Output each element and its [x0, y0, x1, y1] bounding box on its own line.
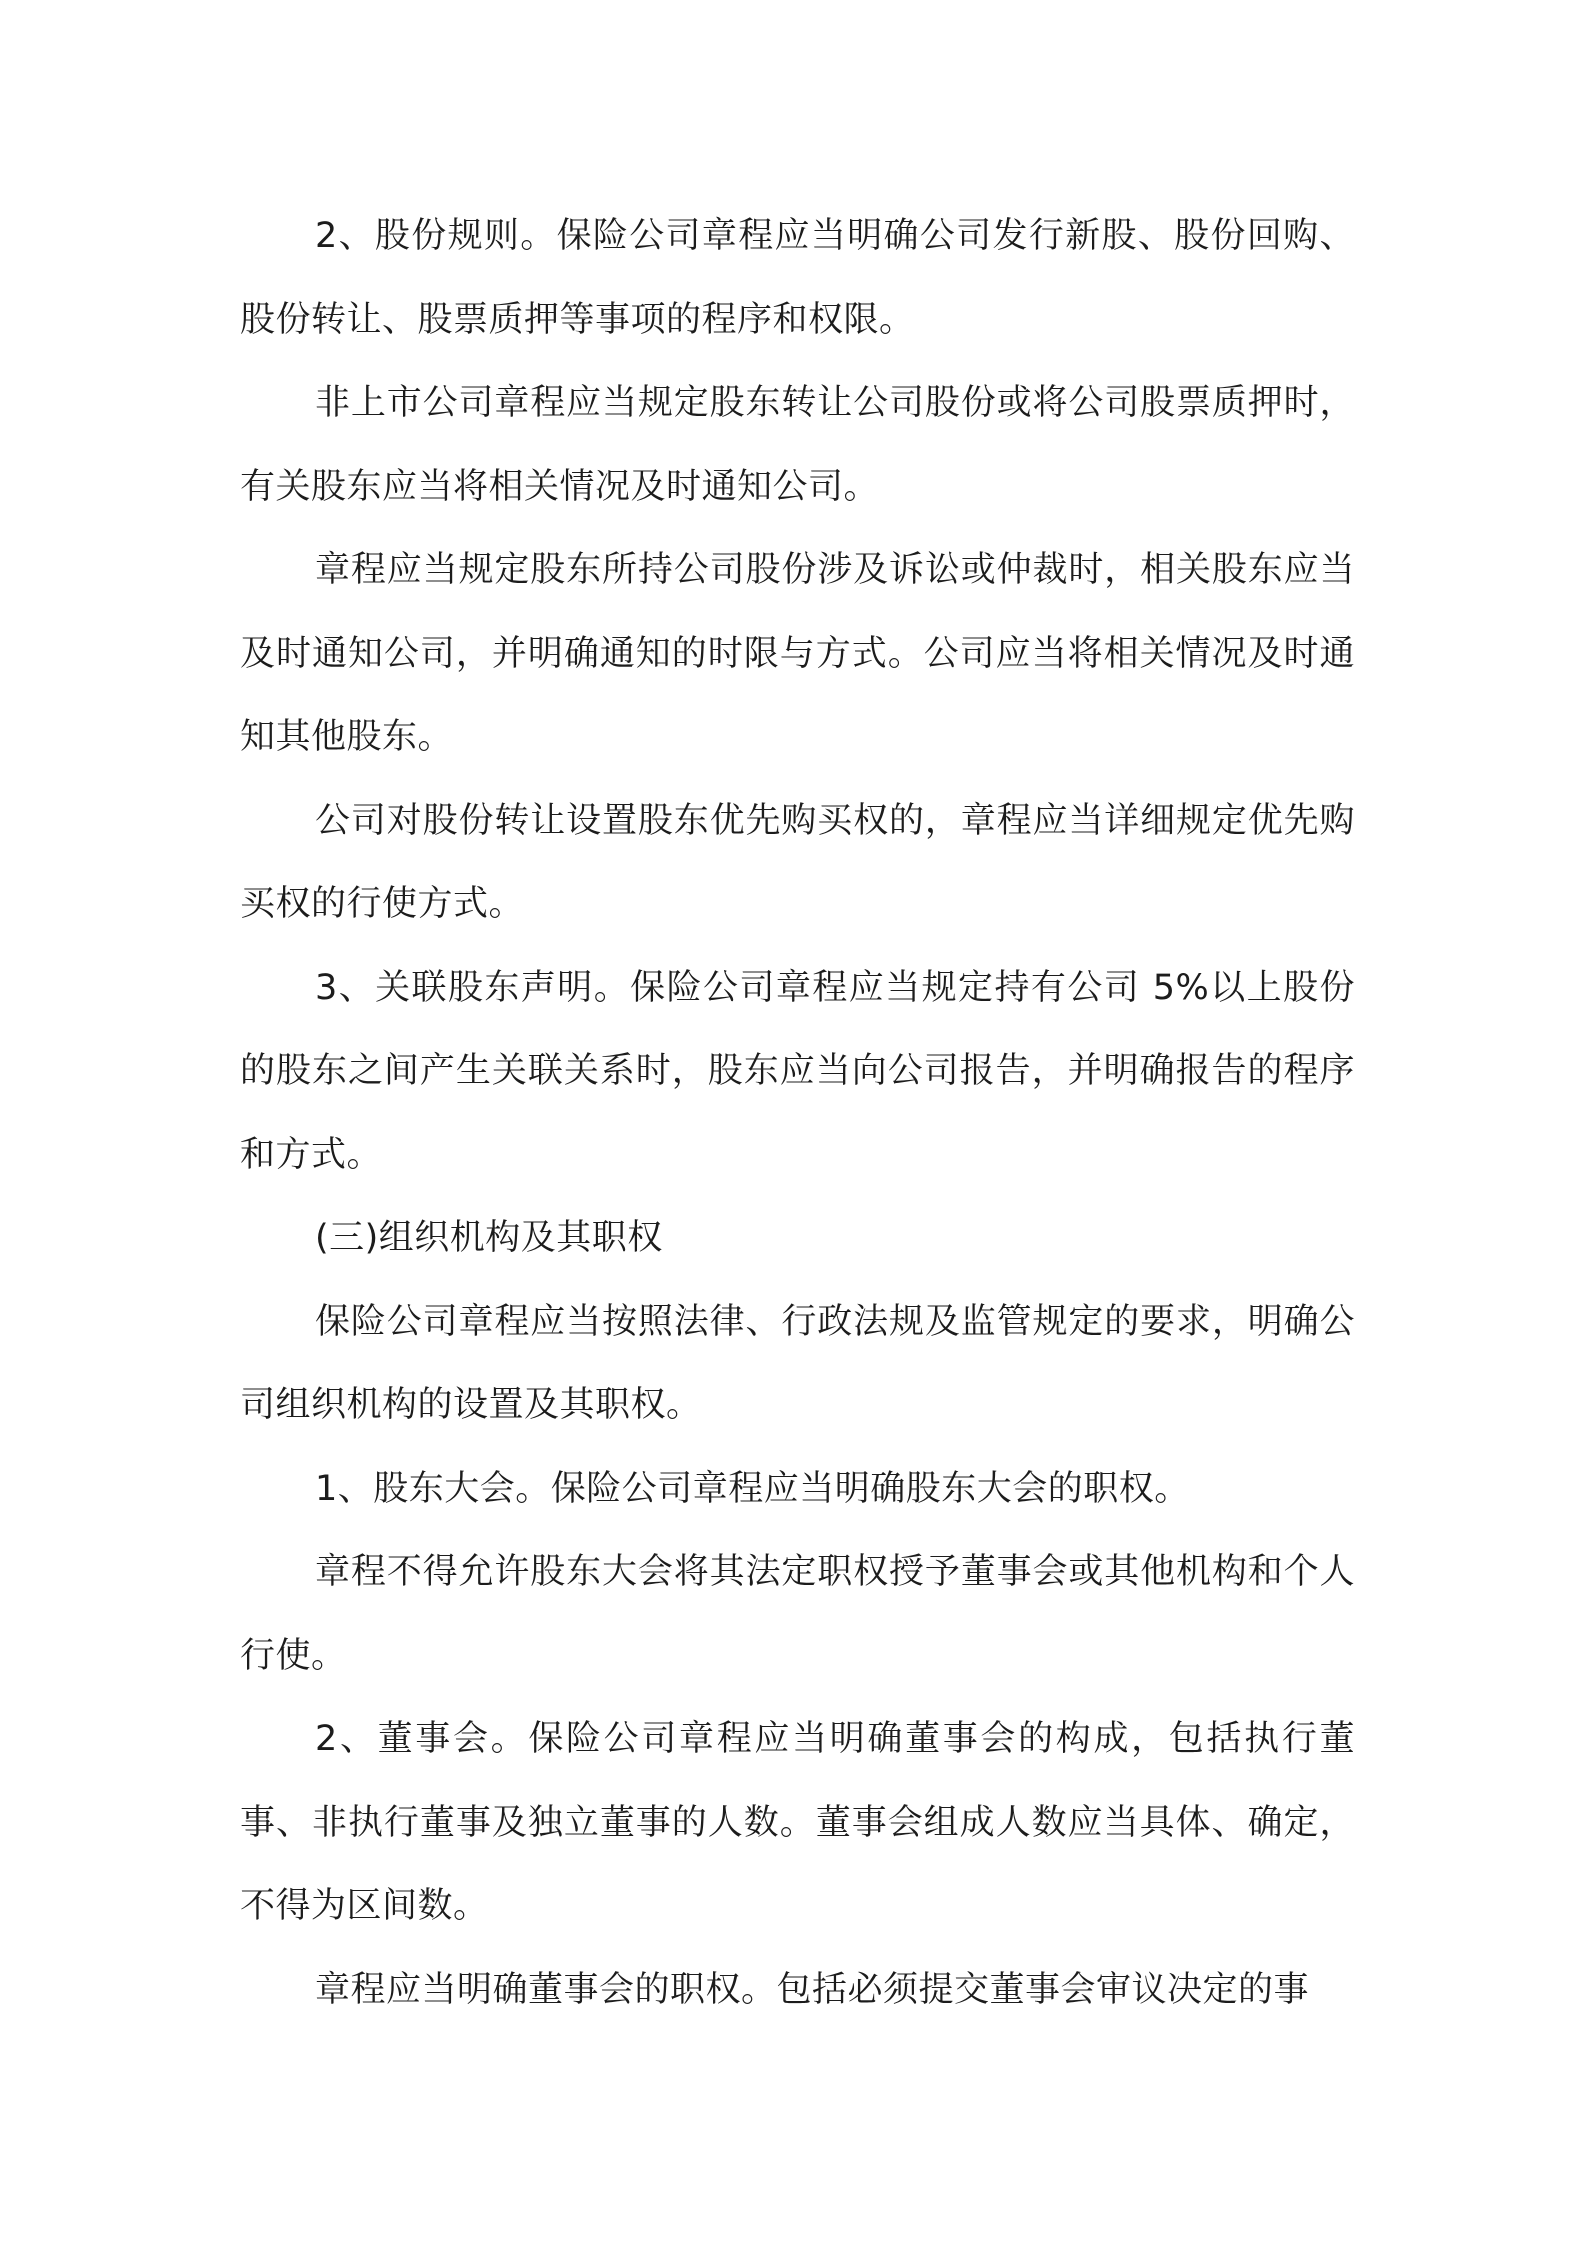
paragraph-share-rules: 2、股份规则。保险公司章程应当明确公司发行新股、股份回购、股份转让、股票质押等事项的程序和权限。	[240, 216, 1355, 340]
paragraph-organization-intro: 保险公司章程应当按照法律、行政法规及监管规定的要求，明确公司组织机构的设置及其职权。	[240, 1301, 1355, 1425]
paragraph-general-meeting-delegation: 章程不得允许股东大会将其法定职权授予董事会或其他机构和个人行使。	[240, 1552, 1355, 1676]
paragraph-litigation-notice: 章程应当规定股东所持公司股份涉及诉讼或仲裁时，相关股东应当及时通知公司，并明确通知的时限与方式。公司应当将相关情况及时通知其他股东。	[240, 550, 1355, 757]
paragraph-related-shareholder: 3、关联股东声明。保险公司章程应当规定持有公司 5%以上股份的股东之间产生关联关系时，股东应当向公司报告，并明确报告的程序和方式。	[240, 967, 1355, 1175]
paragraph-unlisted-transfer: 非上市公司章程应当规定股东转让公司股份或将公司股票质押时，有关股东应当将相关情况及时通知公司。	[240, 383, 1355, 507]
section-heading-organization: (三)组织机构及其职权	[315, 1218, 663, 1258]
paragraph-general-meeting: 1、股东大会。保险公司章程应当明确股东大会的职权。	[315, 1468, 1190, 1509]
paragraph-board-powers: 章程应当明确董事会的职权。包括必须提交董事会审议决定的事	[315, 1969, 1310, 2010]
paragraph-board-composition: 2、董事会。保险公司章程应当明确董事会的构成，包括执行董事、非执行董事及独立董事的人数。董事会组成人数应当具体、确定，不得为区间数。	[240, 1719, 1355, 1926]
paragraph-preemptive-right: 公司对股份转让设置股东优先购买权的，章程应当详细规定优先购买权的行使方式。	[240, 800, 1355, 924]
document-body	[240, 195, 1355, 2032]
